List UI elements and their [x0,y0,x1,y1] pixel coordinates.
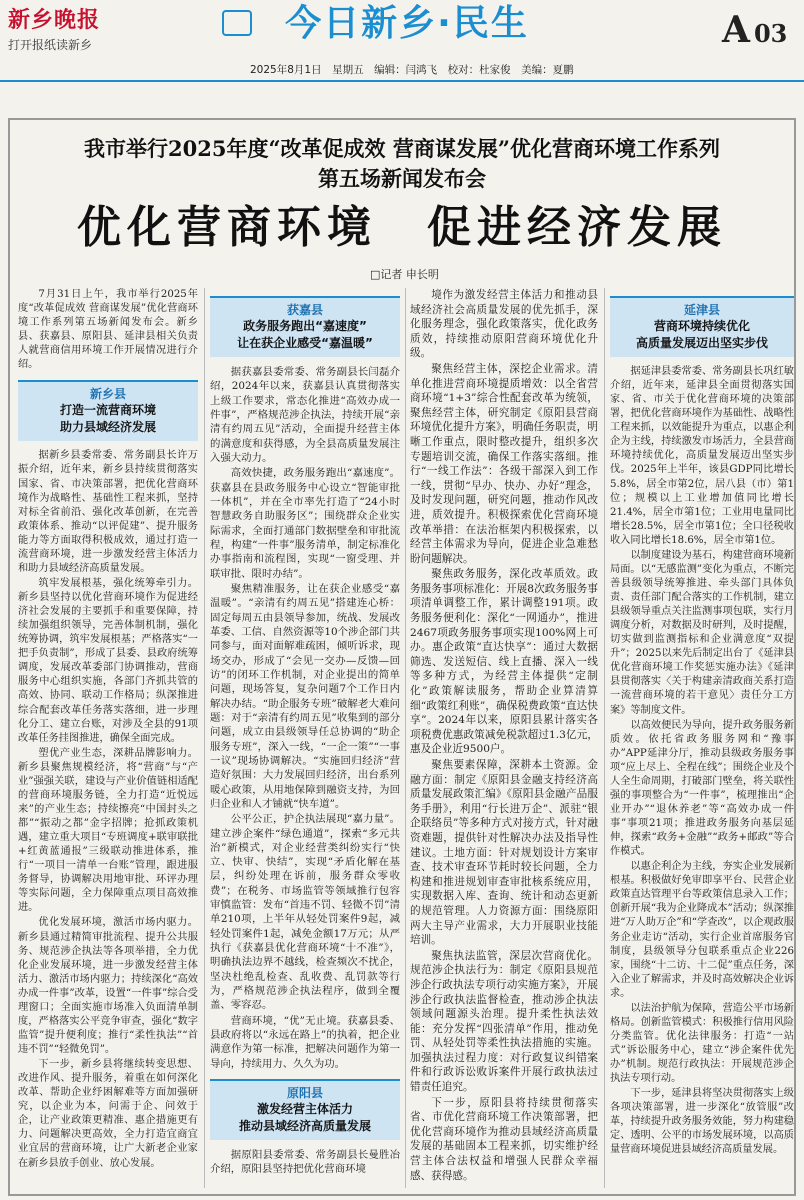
page-digits: 03 [753,19,788,48]
section-emblem-icon [222,10,252,36]
subhead-line: 让在获企业感受“嘉温暖” [237,336,373,350]
byline: □记者 申长明 [370,268,439,281]
article-paragraph: 聚焦经营主体，深挖企业需求。清单化推进营商环境提质增效：以全省营商环境“1+3”综合性配套改革为统领，聚焦经营主体，研究制定《原阳县营商环境优化提升方案》，明确任务职责，明晰工作重点，限时整改提升，组织多次专题培训交流，确保工作落实落细。推行“一线工作法”：各级干部深入到工作一线，贯彻“早办、快办、办好”理念，及时发现问题，研究问题，推动作风改进，质效提升。积极探索优化营商环境改革举措：在法治框架内积极探索，以经营主体需求为导向，促进企业急难愁盼问题解决。 [410,362,598,565]
masthead-slogan: 打开报纸读新乡 [8,38,93,52]
article-column-1 [18,288,198,1172]
column-divider [405,288,406,1188]
article-paragraph: 下一步，新乡县将继续转变思想、改进作风、提升服务，着重在如何深化改革、帮助企业纾困解难等方面加强研究，以企业为本，问需于企、问效于企，让产业政策更精准、惠企措施更有力、问题解决更高效，全力打造宜商宜业宜居的营商环境，让广大新老企业家在新乡县放手创业、放心发展。 [18,1059,198,1169]
county-subhead [610,296,794,357]
county-name: 原阳县 [286,1086,323,1101]
subhead-line: 激发经营主体活力 [256,1102,353,1117]
article-paragraph: 聚焦政务服务，深化改革质效。政务服务事项标准化：开展8次政务服务事项清单调整工作，累计调整191项。政务服务便利化：深化“一网通办”，推进2467项政务服务事项实现100%网上可办。惠企政策“直达快享”：通过大数据筛选、发送短信、线上直播、深入一线等多种方式，为经营主体提供“定制化”政策解读服务，帮助企业算清算细“政策红利账”，确保税费政策“直达快享”。2024年以来，原阳县累计落实各项税费优惠政策减免税款超过1.3亿元，惠及企业近9500户。 [410,568,598,756]
article-paragraph: 高效快捷，政务服务跑出“嘉速度”。获嘉县在县政务服务中心设立“智能审批一体机”，并在全市率先打造了“24小时智慧政务自助服务区”；围绕群众企业实际需求，全面打通部门数据壁垒和审批流程，构建“一件事”服务清单，制定标准化办事指南和流程图，实现“一窗受理、并联审批、限时办结”。 [210,467,400,580]
masthead-logo [8,6,128,64]
article-paragraph: 公平公正，护企执法展现“嘉力量”。建立涉企案件“绿色通道”，探索“多元共治”新模式，对企业经营类纠纷实行“快立、快审、快结”，实现“矛盾化解在基层，纠纷处理在诉前，服务群众零收费”；在税务、市场监管等领域推行包容审慎监管：发布“首违不罚、轻微不罚”清单210项，上半年从轻处罚案件9起，减轻处罚案件1起，减免金额17万元；从严执行《获嘉县优化营商环境“十不准”》，明确执法边界不越线，检查频次不扰企，坚决杜绝乱检查、乱收费、乱罚款等行为，严格规范涉企执法程序，做到全覆盖、零容忍。 [210,813,400,1012]
article-paragraph: 据新乡县委常委、常务副县长许万振介绍，近年来，新乡县持续贯彻落实国家、省、市决策部署，把优化营商环境作为战略性、基础性工程来抓，坚持对标全省前沿、强化改革创新，在完善政策体系、推动“以评促建”、提升服务能力等方面取得积极成效，通过打造一流营商环境，进一步激发经营主体活力和助力县域经济高质量发展。 [18,450,198,574]
subhead-line: 推动县域经济高质量发展 [238,1119,371,1134]
column-divider [204,288,205,1188]
county-subhead [210,1079,400,1140]
masthead-name: 新乡晚报 [8,7,101,33]
section-title-text: 今日新乡·民生 [285,3,529,44]
county-subhead [18,380,198,441]
subhead-line: 高质量发展迈出坚实步伐 [635,336,768,350]
subhead-line: 政务服务跑出“嘉速度” [243,319,367,333]
article-paragraph: 以法治护航为保障，营造公平市场新格局。创新监管模式：积极推行信用风险分类监管。优化法律服务：打造“一站式”诉讼服务中心，建立“涉企案件优先办”机制。规范行政执法：开展规范涉企执法专项行动。 [610,1002,794,1085]
county-name: 延津县 [683,303,720,317]
page-number [722,8,787,56]
county-name: 新乡县 [89,387,126,402]
section-title [262,2,552,46]
issue-meta-line: 2025年8月1日 星期五 编辑：闫鸿飞 校对：杜家俊 美编：夏鹏 [250,64,574,76]
column-divider [604,288,605,1188]
article-column-4 [610,288,794,1159]
headline-kicker-line2: 第五场新闻发布会 [318,166,486,191]
article-paragraph: 据原阳县委常委、常务副县长曼胜冶介绍，原阳县坚持把优化营商环境 [210,1149,400,1176]
article-paragraph: 营商环境，“优”无止境。获嘉县委、县政府将以“永远在路上”的执着，把企业满意作为第一标准，把解决问题作为第一导向，持续用力、久久为功。 [210,1014,400,1070]
article-column-2 [210,288,400,1178]
headline-kicker-line1: 我市举行2025年度“改革促成效 营商谋发展”优化营商环境工作系列 [84,136,720,161]
article-paragraph: 聚焦精准服务，让在获企业感受“嘉温暖”。“亲清有约周五见”搭建连心桥：固定每周五由县领导参加，统战、发展改革委、工信、自然资源等10个涉企部门共同参与，面对面解难疏困，倾听诉求，现场交办，形成了“会见一交办—反馈—回访”的闭环工作机制，对企业提出的简单问题，现场答复，复杂问题7个工作日内解决办结。“助企服务专班”破解老大难问题：对于“亲清有约周五见”收集到的部分问题，成立由县级领导任总协调的“助企服务专班”，深入一线，“一企一策”“一事一议”现场协调解决。“实施回归经济”营造好氛围：大力发展回归经济，出台系列暖心政策，从用地保障到融资支持，为回归企业和人才铺就“快车道”。 [210,582,400,810]
page-letter: A [722,9,750,51]
page-header [0,0,804,80]
article-paragraph: 据延津县委常委、常务副县长巩红敏介绍，近年来，延津县全面贯彻落实国家、省、市关于优化营商环境的决策部署，把优化营商环境作为基础性、战略性工程来抓，以效能提升为重点，以惠企利企为主线，持续激发市场活力，全县营商环境持续优化，高质量发展迈出坚实步伐。2025年上半年，该县GDP同比增长5.8%，居全市第2位，居八县（市）第1位；规模以上工业增加值同比增长21.4%，居全市第1位；工业用电量同比增长28.5%，居全市第1位；全口径税收收入同比增长18.6%，居全市第1位。 [610,366,794,546]
subhead-line: 打造一流营商环境 [59,403,156,418]
article-paragraph: 聚焦要素保障，深耕本土资源。金融方面：制定《原阳县金融支持经济高质量发展政策汇编》《原阳县金融产品服务手册》，利用“行长进万企”、派驻“银企联络员”等多种方式对接方式，针对融资难题，提供针对性解决办法及指导性建议。土地方面：针对规划设计方案审查、技术审查环节耗时较长问题，全力构建和推进规划审查审批核系统应用，实现数据入库、查询、统计和动态更新的规范管理。人力资源方面：围绕原阳两大主导产业需求，大力开展职业技能培训。 [410,759,598,947]
article-paragraph: 以高效便民为导向，提升政务服务新质效。依托省政务服务网和“豫事办”APP延津分厅，推动县级政务服务事项“应上尽上、全程在线”；围绕企业及个人全生命周期，打破部门壁垒，将关联性强的事项整合为“一件事”，梳理推出“企业开办”“退休养老”等“高效办成一件事”事项21项；推进政务服务向基层延伸，探索“政务+金融”“政务+邮政”等合作模式。 [610,719,794,858]
headline-main: 优化营商环境 促进经济发展 [77,202,727,253]
article-paragraph: 塑优产业生态，深耕品牌影响力。新乡县聚焦规模经济，将“营商”与“产业”强强关联，建设与产业价值链相适配的营商环境服务链，全力打造“近悦远来”的产业生态；持续擦亮“中国封头之都”“振动之都”金字招牌；抢抓政策机遇，建立重大项目“专班调度+联审联批+红黄蓝通报”三级联动推进体系，推行“一项目一清单一台账”管理，跟进服务督导，协调解决用地审批、环评办理等实际问题，全力保障重点项目高效推进。 [18,747,198,914]
county-subhead [210,296,400,357]
article-paragraph: 以制度建设为基石，构建营商环境新局面。以“无感监测”变化为重点，不断完善县级领导统筹推进、牵头部门具体负责、责任部门配合落实的工作机制，建立县级领导重点关注监测事项包联，实行月调度分析，对数据及时研判，及时提醒，切实做到监测指标和企业满意度“双提升”；2025以来先后制定出台了《延津县优化营商环境工作奖惩实施办法》《延津县贯彻落实〈关于构建亲清政商关系打造一流营商环境的若干意见〉责任分工方案》等制度文件。 [610,549,794,716]
article-paragraph: 筑牢发展根基，强化统筹牵引力。新乡县坚持以优化营商环境作为促进经济社会发展的主要抓手和重要保障，持续加强组织领导，完善体制机制，强化统筹协调，筑牢发展根基；严格落实“一把手负责制”，形成了县委、县政府统筹调度，发展改革委部门协调推动，营商服务中心组织实施，各部门齐抓共管的高效、协同、联动工作格局；纵深推进综合配套改革任务落实落细，进一步理化分工、建立台账，对涉及全县的91项改革任务挂图推进，确保全面完成。 [18,577,198,744]
header-rule [0,80,804,82]
article-column-3 [410,288,598,1184]
article-paragraph: 7月31日上午，我市举行2025年度“改革促成效 营商谋发展”优化营商环境工作系列第五场新闻发布会。新乡县、获嘉县、原阳县、延津县相关负责人就营商信用环境工作开展情况进行介绍。 [18,289,198,371]
article-paragraph: 优化发展环境，激活市场内驱力。新乡县通过精简审批流程、提升公共服务、规范涉企执法等各项举措，全力优化企业发展环境，进一步激发经营主体活力、激活市场内驱力；持续深化“高效办成一件事”改革，设置“一件事”综合受理窗口；全面实施市场准入负面清单制度，严格落实公平竞争审查，强化“数字监管”提升便利度；推行“柔性执法”“首违不罚”“轻微免罚”。 [18,917,198,1055]
headline-kicker [18,134,786,194]
article-paragraph: 境作为激发经营主体活力和推动县域经济社会高质量发展的优先抓手，深化服务理念，强化政策落实，优化政务质效，持续推动原阳营商环境优化升级。 [410,289,598,360]
subhead-line: 助力县域经济发展 [59,420,156,435]
article-paragraph: 聚焦执法监管，深层次营商优化。规范涉企执法行为：制定《原阳县规范涉企行政执法专项行动实施方案》，开展涉企行政执法监督检查，推动涉企执法领域问题源头治理。提升柔性执法效能：充分发挥“四张清单”作用，推动免罚、从轻处罚等柔性执法措施的实施。加强执法过程力度：对行政复议纠错案件和行政诉讼败诉案件开展行政执法过错责任追究。 [410,949,598,1094]
article-paragraph: 下一步，原阳县将持续贯彻落实省、市优化营商环境工作决策部署，把优化营商环境作为推动县域经济高质量发展的基础固本工程来抓，切实维护经营主体合法权益和增强人民群众幸福感、获得感。 [410,1096,598,1182]
subhead-line: 营商环境持续优化 [653,319,750,333]
article-paragraph: 据获嘉县委常委、常务副县长闫磊介绍，2024年以来，获嘉县认真贯彻落实上级工作要求，常态化推进“高效办成一件事”，严格规范涉企执法，持续开展“亲清有约周五见”活动，全面提升经营主体的满意度和获得感，为全县高质量发展注入强大动力。 [210,366,400,464]
article-paragraph: 以惠企利企为主线，夯实企业发展新根基。积极做好免审即享平台、民营企业政策直达管理平台等政策信息录入工作；创新开展“我为企业降成本”活动；纵深推进“万人助万企”和“学查改”，以企观政服务企业走访“活动，实行企业首席服务官制度，县级领导分包联系重点企业226家，围绕“十二访、十二促”重点任务，深入企业了解需求，并及时高效解决企业诉求。 [610,861,794,999]
article-paragraph: 下一步，延津县将坚决贯彻落实上级各项决策部署，进一步深化“放管服”改革，持续提升政务服务效能，努力构建稳定、透明、公平的市场发展环境，以高质量营商环境促进县域经济高质量发展。 [610,1088,794,1156]
county-name: 获嘉县 [286,303,323,317]
